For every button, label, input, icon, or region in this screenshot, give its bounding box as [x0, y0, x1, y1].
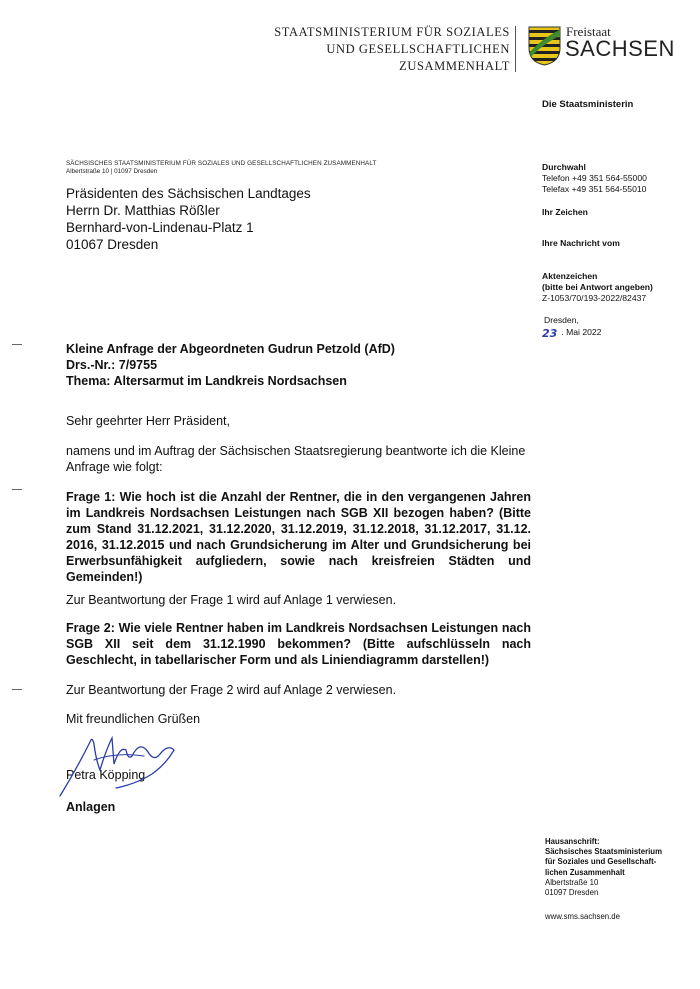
- ihre-nachricht-label: [542, 238, 620, 249]
- date-month-year: . Mai 2022: [561, 327, 602, 337]
- saxony-crest-icon: [528, 26, 561, 66]
- aktenzeichen-block: [542, 271, 653, 304]
- date-block: [542, 315, 601, 338]
- date-line: [542, 326, 601, 338]
- handwritten-signature: [56, 730, 186, 800]
- recipient-line: Bernhard-von-Lindenau-Platz 1: [66, 220, 254, 235]
- closing: Mit freundlichen Grüßen: [66, 712, 201, 726]
- subject-line: Drs.-Nr.: 7/9755: [66, 358, 158, 372]
- state-label-big: SACHSEN: [565, 36, 675, 61]
- recipient-line: Herrn Dr. Matthias Rößler: [66, 203, 220, 218]
- telefon: Telefon +49 351 564-55000: [542, 173, 647, 183]
- sender-name: SÄCHSISCHES STAATSMINISTERIUM FÜR SOZIALES UND GESELLSCHAFTLICHEN ZUSAMMENHALT: [66, 160, 377, 167]
- sender-address: Albertstraße 10 | 01097 Dresden: [66, 168, 158, 175]
- footer-address: [545, 837, 662, 898]
- header-divider: [515, 26, 516, 72]
- aktenzeichen-hint: (bitte bei Antwort angeben): [542, 282, 653, 292]
- ministry-line: UND GESELLSCHAFTLICHEN: [326, 42, 510, 56]
- ministry-name: [274, 24, 510, 75]
- footer-name-line: für Soziales und Gesellschaft-: [545, 857, 657, 867]
- ihr-zeichen-text: Ihr Zeichen: [542, 207, 588, 217]
- state-label-small: Freistaat: [566, 24, 611, 39]
- enclosures-label: Anlagen: [66, 800, 116, 814]
- sender-line: [66, 160, 376, 176]
- phone-block: [542, 162, 647, 195]
- footer-street: Albertstraße 10: [545, 877, 599, 887]
- fold-mark: [12, 344, 22, 345]
- footer-name-line: Sächsisches Staatsministerium: [545, 847, 663, 857]
- answer-1: Zur Beantwortung der Frage 1 wird auf Anlage 1 verwiesen.: [66, 593, 397, 607]
- recipient-address: [66, 185, 311, 253]
- subject-line: Thema: Altersarmut im Landkreis Nordsachsen: [66, 374, 347, 388]
- ministry-line: STAATSMINISTERIUM FÜR SOZIALES: [274, 25, 510, 39]
- recipient-line: Präsidenten des Sächsischen Landtages: [66, 186, 311, 201]
- aktenzeichen-value: Z-1053/70/193-2022/82437: [542, 293, 647, 303]
- salutation: Sehr geehrter Herr Präsident,: [66, 414, 230, 428]
- ihr-zeichen-label: [542, 207, 588, 218]
- telefax: Telefax +49 351 564-55010: [542, 184, 647, 194]
- date-place: Dresden,: [544, 315, 579, 325]
- fold-mark: [12, 489, 22, 490]
- website-link[interactable]: www.sms.sachsen.de: [545, 912, 620, 921]
- footer-label: Hausanschrift:: [545, 837, 600, 846]
- hole-mark: [12, 689, 22, 690]
- signer-name: Petra Köpping: [66, 768, 146, 782]
- footer-name-line: lichen Zusammenhalt: [545, 867, 625, 877]
- ihre-nachricht-text: Ihre Nachricht vom: [542, 238, 620, 248]
- recipient-line: 01067 Dresden: [66, 237, 159, 252]
- subject-line: Kleine Anfrage der Abgeordneten Gudrun Petzold (AfD): [66, 342, 395, 356]
- subject-block: [66, 341, 395, 389]
- aktenzeichen-label: Aktenzeichen: [542, 271, 598, 281]
- question-1: Frage 1: Wie hoch ist die Anzahl der Rentner, die in den vergangenen Jahren im Landkreis Nordsachsen Leistungen nach SGB XII bezogen haben? (Bitte zum Stand 31.12.2021, 31.12.2020, 31.12.2019, 31.12.2018, 31.12.2017, 31.12. 2016, 31.12.2015 und nach Grundsicherung im Alter und Grundsicherung bei Erwerbsunfähigkeit aufgliedern, sowie nach kreisfreien Städten und Gemeinden!): [66, 490, 531, 584]
- minister-title: Die Staatsministerin: [542, 99, 634, 110]
- durchwahl-label: Durchwahl: [542, 162, 586, 172]
- date-day-stamp: 23: [542, 327, 558, 340]
- footer-city: 01097 Dresden: [545, 888, 599, 898]
- ministry-line: ZUSAMMENHALT: [399, 59, 510, 73]
- answer-2: Zur Beantwortung der Frage 2 wird auf Anlage 2 verwiesen.: [66, 683, 397, 697]
- question-2: Frage 2: Wie viele Rentner haben im Landkreis Nordsachsen Leistungen nach SGB XII seit dem 31.12.1990 bekommen? (Bitte aufschlüsseln nach Geschlecht, in tabellarischer Form und als Liniendiagramm darstellen!): [66, 621, 531, 667]
- intro-paragraph: namens und im Auftrag der Sächsischen Staatsregierung beantworte ich die Kleine Anfrage wie folgt:: [66, 444, 526, 474]
